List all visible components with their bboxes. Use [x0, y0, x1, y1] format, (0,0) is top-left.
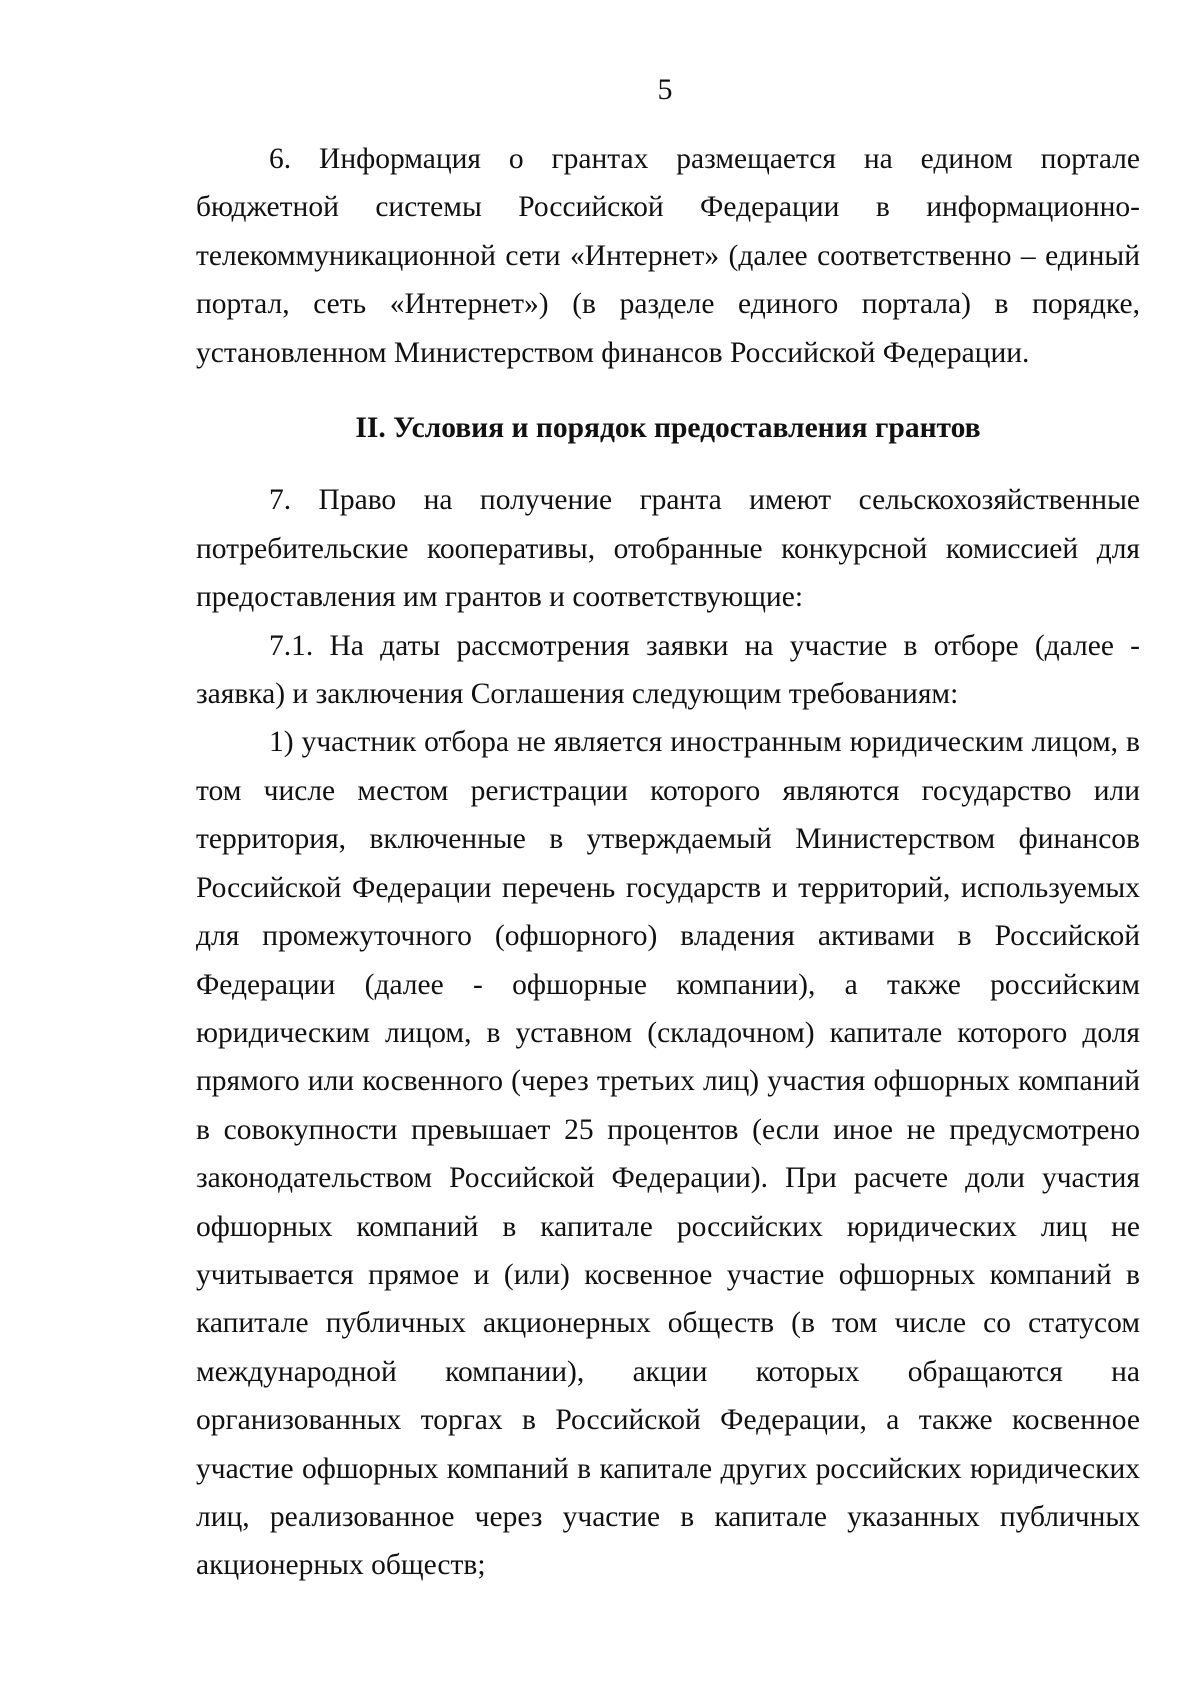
paragraph-7-1-1: 1) участник отбора не является иностранным юридическим лицом, в том числе местом регистрации которого являются государство или территория, включенные в утверждаемый Министерством финансов Российской Федерации перечень государств и территорий, используемых для промежуточного (офшорного) владения активами в Российской Федерации (далее - офшорные компании), а также российским юридическим лицом, в уставном (складочном) капитале которого доля прямого или косвенного (через третьих лиц) участия офшорных компаний в совокупности превышает 25 процентов (если иное не предусмотрено законодательством Российской Федерации). При расчете доли участия офшорных компаний в капитале российских юридических лиц не учитывается прямое и (или) косвенное участие офшорных компаний в капитале публичных акционерных обществ (в том числе со статусом международной компании), акции которых обращаются на организованных торгах в Российской Федерации, а также косвенное участие офшорных компаний в капитале других российских юридических лиц, реализованное через участие в капитале указанных публичных акционерных обществ; [196, 726, 1140, 1582]
paragraph-7-1: 7.1. На даты рассмотрения заявки на участие в отборе (далее - заявка) и заключения Соглашения следующим требованиям: [196, 629, 1140, 711]
paragraph-7: 7. Право на получение гранта имеют сельскохозяйственные потребительские кооперативы, отобранные конкурсной комиссией для предоставления им грантов и соответствующие: [196, 484, 1140, 614]
page-number: 5 [657, 73, 673, 106]
document-body [196, 135, 1140, 1590]
paragraph-6: 6. Информация о грантах размещается на едином портале бюджетной системы Российской Федерации в информационно-телекоммуникационной сети «Интернет» (далее соответственно – единый портал, сеть «Интернет») (в разделе единого портала) в порядке, установленном Министерством финансов Российской Федерации. [196, 143, 1140, 369]
section-heading: II. Условия и порядок предоставления грантов [355, 412, 981, 445]
